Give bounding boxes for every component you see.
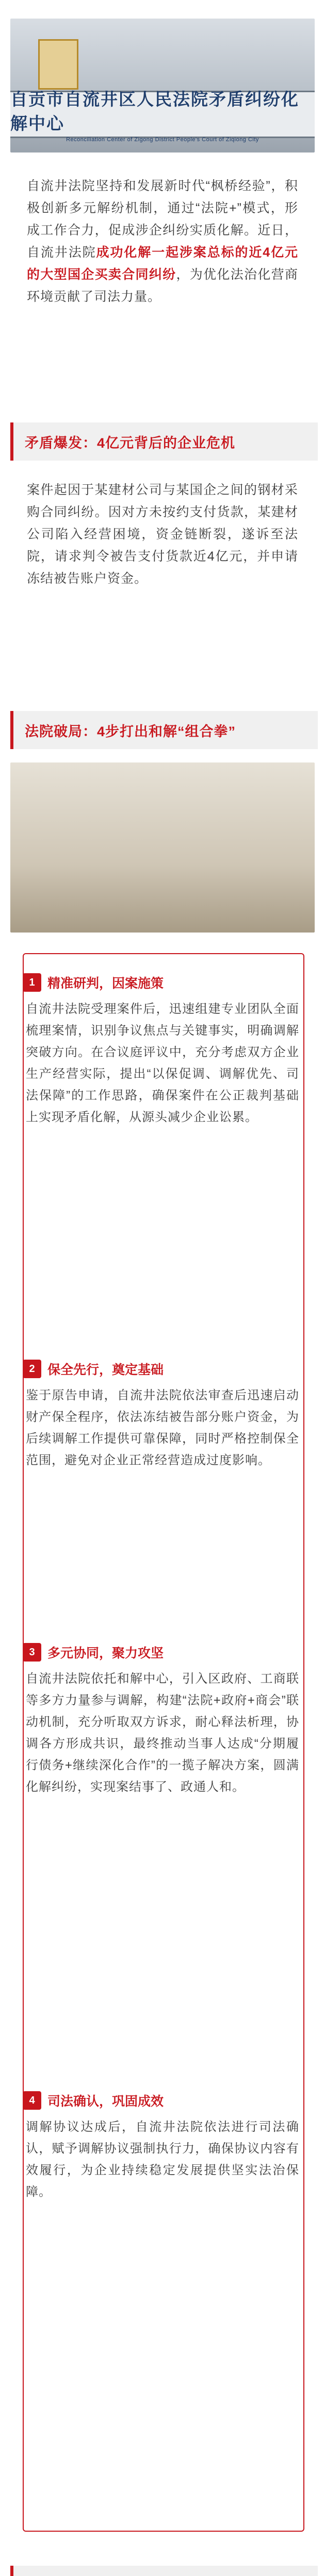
court-emblem — [38, 39, 78, 90]
sign-english-text: Reconciliation Center of Zigong District People's Court of Ziqiong City — [66, 137, 259, 143]
building-sign — [10, 91, 315, 143]
step-label: 精准研判，因案施策 — [47, 976, 164, 991]
step-body: 鉴于原告申请，自流井法院依法审查后迅速启动财产保全程序，依法冻结被告部分账户资金，为后续调解工作提供可靠保障，同时严格控制保全范围，避免对企业正常经营造成过度影响。 — [26, 1388, 299, 1467]
step-number: 4 — [23, 2091, 41, 2110]
step-body: 自流井法院受理案件后，迅速组建专业团队全面梳理案情，识别争议焦点与关键事实，明确调解突破方向。在合议庭评议中，充分考虑双方企业生产经营实际，提出“以保促调、调解优先、司法保障”的工作思路，确保案件在公正裁判基础上实现矛盾化解，从源头减少企业讼累。 — [26, 1002, 299, 1124]
mediation-meeting-photo — [10, 762, 315, 933]
step-label: 司法确认，巩固成效 — [47, 2094, 164, 2109]
step-label: 保全先行，奠定基础 — [47, 1363, 164, 1377]
step-body: 调解协议达成后，自流井法院依法进行司法确认，赋予调解协议强制执行力，确保协议内容有效履行，为企业持续稳定发展提供坚实法治保障。 — [26, 2120, 299, 2199]
step-number: 1 — [23, 973, 41, 992]
section-1-title: 矛盾爆发：4亿元背后的企业危机 — [25, 435, 236, 451]
intro-paragraph: 自流井法院坚持和发展新时代“枫桥经验”，积极创新多元解纷机制，通过“法院+”模式，形成工作合力，促成涉企纠纷实质化解。近日，自流井法院成功化解一起涉案总标的近4亿元的大型国企买卖合同纠纷，为优化法治化营商环境贡献了司法力量。 — [27, 179, 298, 304]
step-card-1 — [23, 969, 302, 1128]
step-body: 自流井法院依托和解中心，引入区政府、工商联等多方力量参与调解，构建“法院+政府+商会”联动机制，充分听取双方诉求，耐心释法析理，协调各方形成共识，最终推动当事人达成“分期履行债务+继续深化合作”的一揽子解决方案，圆满化解纠纷，实现案结事了、政通人和。 — [26, 1672, 299, 1794]
intro-highlight: 成功化解一起涉案总标的近4亿元的大型国企买卖合同纠纷 — [27, 245, 298, 282]
hero-photo — [10, 19, 315, 152]
step-number: 2 — [23, 1360, 41, 1378]
section-1-heading — [10, 422, 318, 461]
step-card-3 — [23, 1638, 302, 1798]
section-2-title: 法院破局：4步打出和解“组合拳” — [25, 723, 236, 739]
step-number: 3 — [23, 1643, 41, 1662]
sign-chinese-text: 自贡市自流井区人民法院矛盾纠纷化解中心 — [10, 91, 299, 133]
step-card-2 — [23, 1355, 302, 1471]
section-1-paragraph: 案件起因于某建材公司与某国企之间的钢材采购合同纠纷。因对方未按约支付货款，某建材公司陷入经营困境，资金链断裂，遂诉至法院，请求判令被告支付货款近4亿元，并申请冻结被告账户资金。 — [27, 483, 298, 586]
step-label: 多元协同，聚力攻坚 — [47, 1646, 164, 1660]
section-3-heading — [10, 2566, 318, 2576]
step-card-4 — [23, 2087, 302, 2203]
section-2-heading — [10, 711, 318, 749]
